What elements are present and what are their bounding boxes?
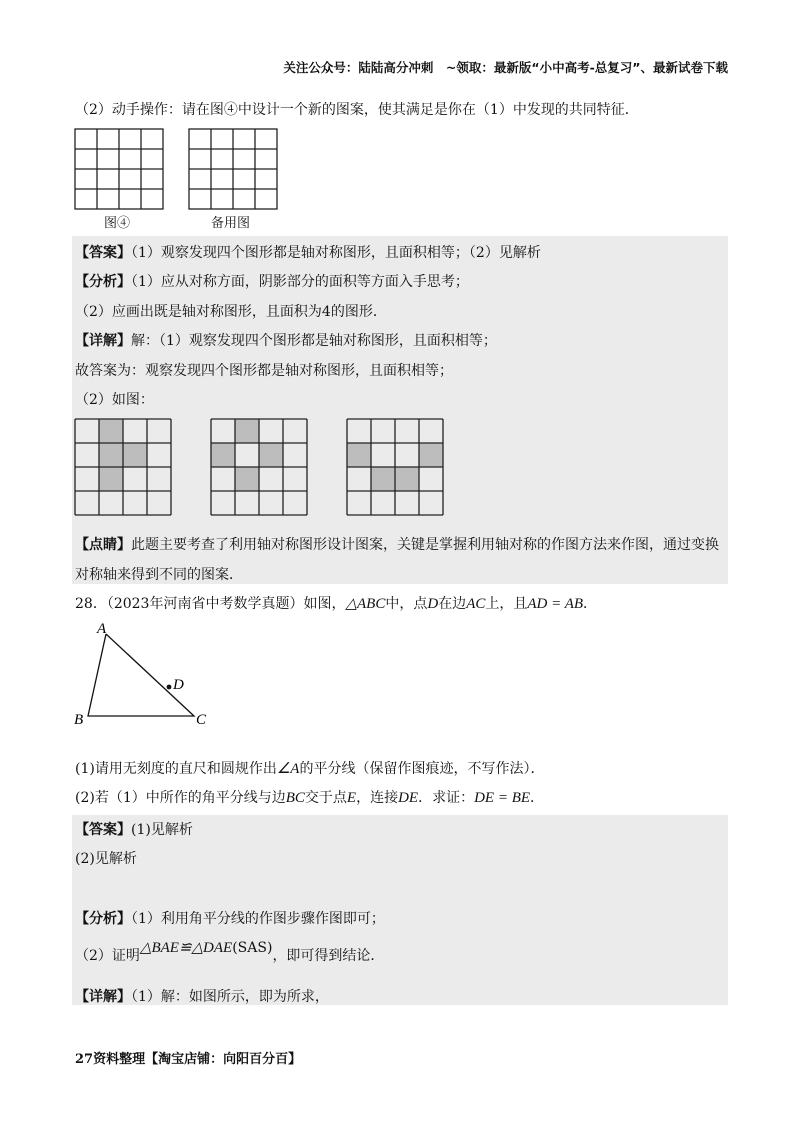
shaded-cell xyxy=(123,443,147,467)
q28-answer2: (2)见解析 xyxy=(75,851,137,867)
analysis-tag: 【分析】 xyxy=(75,274,131,290)
q27-detail-line2: 故答案为：观察发现四个图形都是轴对称图形，且面积相等； xyxy=(75,363,453,379)
q28-detail xyxy=(75,987,329,1007)
shaded-cell xyxy=(395,467,419,491)
text: 在边 xyxy=(438,596,467,612)
solution-grid-3 xyxy=(346,418,444,516)
q27-part2-prompt: （2）动手操作：请在图④中设计一个新的图案，使其满足是你在（1）中发现的共同特征． xyxy=(75,102,639,118)
triangle-abc-shape xyxy=(88,634,194,716)
shaded-cell xyxy=(211,443,235,467)
q27-detail xyxy=(75,331,497,351)
label-a: A xyxy=(97,621,107,637)
q28-analysis xyxy=(75,909,385,929)
analysis-tag: 【分析】 xyxy=(75,911,131,927)
spare-grid xyxy=(188,128,278,210)
side-bc: BC xyxy=(285,790,305,806)
prove-statement: DE = BE xyxy=(474,790,531,806)
point-d-dot xyxy=(167,685,172,690)
q28-analysis2 xyxy=(75,940,385,966)
text: 中，点 xyxy=(385,596,428,612)
q28-answer xyxy=(75,820,193,840)
fig4-grid xyxy=(74,128,164,210)
shaded-cell xyxy=(371,467,395,491)
q28-source: （2023年河南省中考数学真题）如图， xyxy=(106,596,346,612)
answer-line: (1)见解析 xyxy=(131,822,193,838)
text: ． xyxy=(530,790,545,806)
condition: AD = AB xyxy=(527,596,584,612)
text: 的平分线（保留作图痕迹，不写作法）． xyxy=(299,761,545,777)
detail-line: 解：（1）观察发现四个图形都是轴对称图形，且面积相等； xyxy=(131,333,497,349)
spare-caption: 备用图 xyxy=(211,216,251,231)
shaded-cell xyxy=(99,467,123,491)
shaded-cell xyxy=(259,443,283,467)
text: (1)请用无刻度的直尺和圆规作出 xyxy=(75,761,277,777)
q28-number: 28． xyxy=(75,596,107,612)
label-c: C xyxy=(196,712,207,728)
page-footer xyxy=(75,1048,301,1067)
text: ，连接 xyxy=(356,790,399,806)
detail-tag: 【详解】 xyxy=(75,333,131,349)
text: ． xyxy=(583,596,598,612)
label-b: B xyxy=(74,712,84,728)
angle-a: ∠A xyxy=(276,761,300,777)
detail-line: （1）解：如图所示，即为所求， xyxy=(131,989,329,1005)
congruence: △BAE≌△DAE xyxy=(139,940,233,956)
shaded-cell xyxy=(235,419,259,443)
sas: (SAS) xyxy=(232,940,273,956)
triangle-abc: △ABC xyxy=(345,596,386,612)
q27-comment xyxy=(75,535,719,555)
label-d: D xyxy=(173,677,184,693)
shaded-cell xyxy=(235,467,259,491)
q27-analysis xyxy=(75,272,469,292)
q27-detail-line3: （2）如图： xyxy=(75,392,154,408)
detail-tag: 【详解】 xyxy=(75,989,131,1005)
answer-tag: 【答案】 xyxy=(75,245,131,261)
answer-tag: 【答案】 xyxy=(75,822,131,838)
analysis-line: （1）应从对称方面，阴影部分的面积等方面入手思考； xyxy=(131,274,469,290)
text: 上，且 xyxy=(485,596,528,612)
analysis-line: （1）利用角平分线的作图步骤作图即可； xyxy=(131,911,385,927)
text: 交于点 xyxy=(304,790,347,806)
answer-text: （1）观察发现四个图形都是轴对称图形，且面积相等；（2）见解析 xyxy=(131,245,541,261)
page-header: 关注公众号：陆陆高分冲刺 ~领取：最新版“小中高考-总复习”、最新试卷下载 xyxy=(283,60,728,75)
shaded-cell xyxy=(347,443,371,467)
segment-de: DE xyxy=(398,790,419,806)
text: ，即可得到结论． xyxy=(272,948,385,964)
shaded-cell xyxy=(99,419,123,443)
q27-answer xyxy=(75,243,541,263)
comment-tag: 【点睛】 xyxy=(75,537,131,553)
q27-analysis-line2: （2）应画出既是轴对称图形，且面积为4的图形． xyxy=(75,304,387,320)
point-d: D xyxy=(427,596,439,612)
solution-grid-1 xyxy=(74,418,172,516)
solution-grid-2 xyxy=(210,418,308,516)
side-ac: AC xyxy=(466,596,486,612)
text: (2)若（1）中所作的角平分线与边 xyxy=(75,790,286,806)
triangle-figure xyxy=(70,618,220,733)
q28-part2 xyxy=(75,788,544,808)
q28-statement xyxy=(75,594,597,614)
page-number: 27 xyxy=(75,1052,94,1067)
shaded-cell xyxy=(99,443,123,467)
point-e: E xyxy=(346,790,357,806)
q27-comment-line2: 对称轴来得到不同的图案． xyxy=(75,567,243,583)
text: （2）证明 xyxy=(75,948,140,964)
shaded-cell xyxy=(419,443,443,467)
text: ．求证： xyxy=(418,790,475,806)
comment-line: 此题主要考查了利用轴对称图形设计图案，关键是掌握利用轴对称的作图方法来作图，通过变换 xyxy=(131,537,719,553)
fig4-caption: 图④ xyxy=(104,216,131,231)
q28-part1 xyxy=(75,759,544,779)
footer-text: 资料整理【淘宝店铺：向阳百分百】 xyxy=(93,1052,302,1067)
